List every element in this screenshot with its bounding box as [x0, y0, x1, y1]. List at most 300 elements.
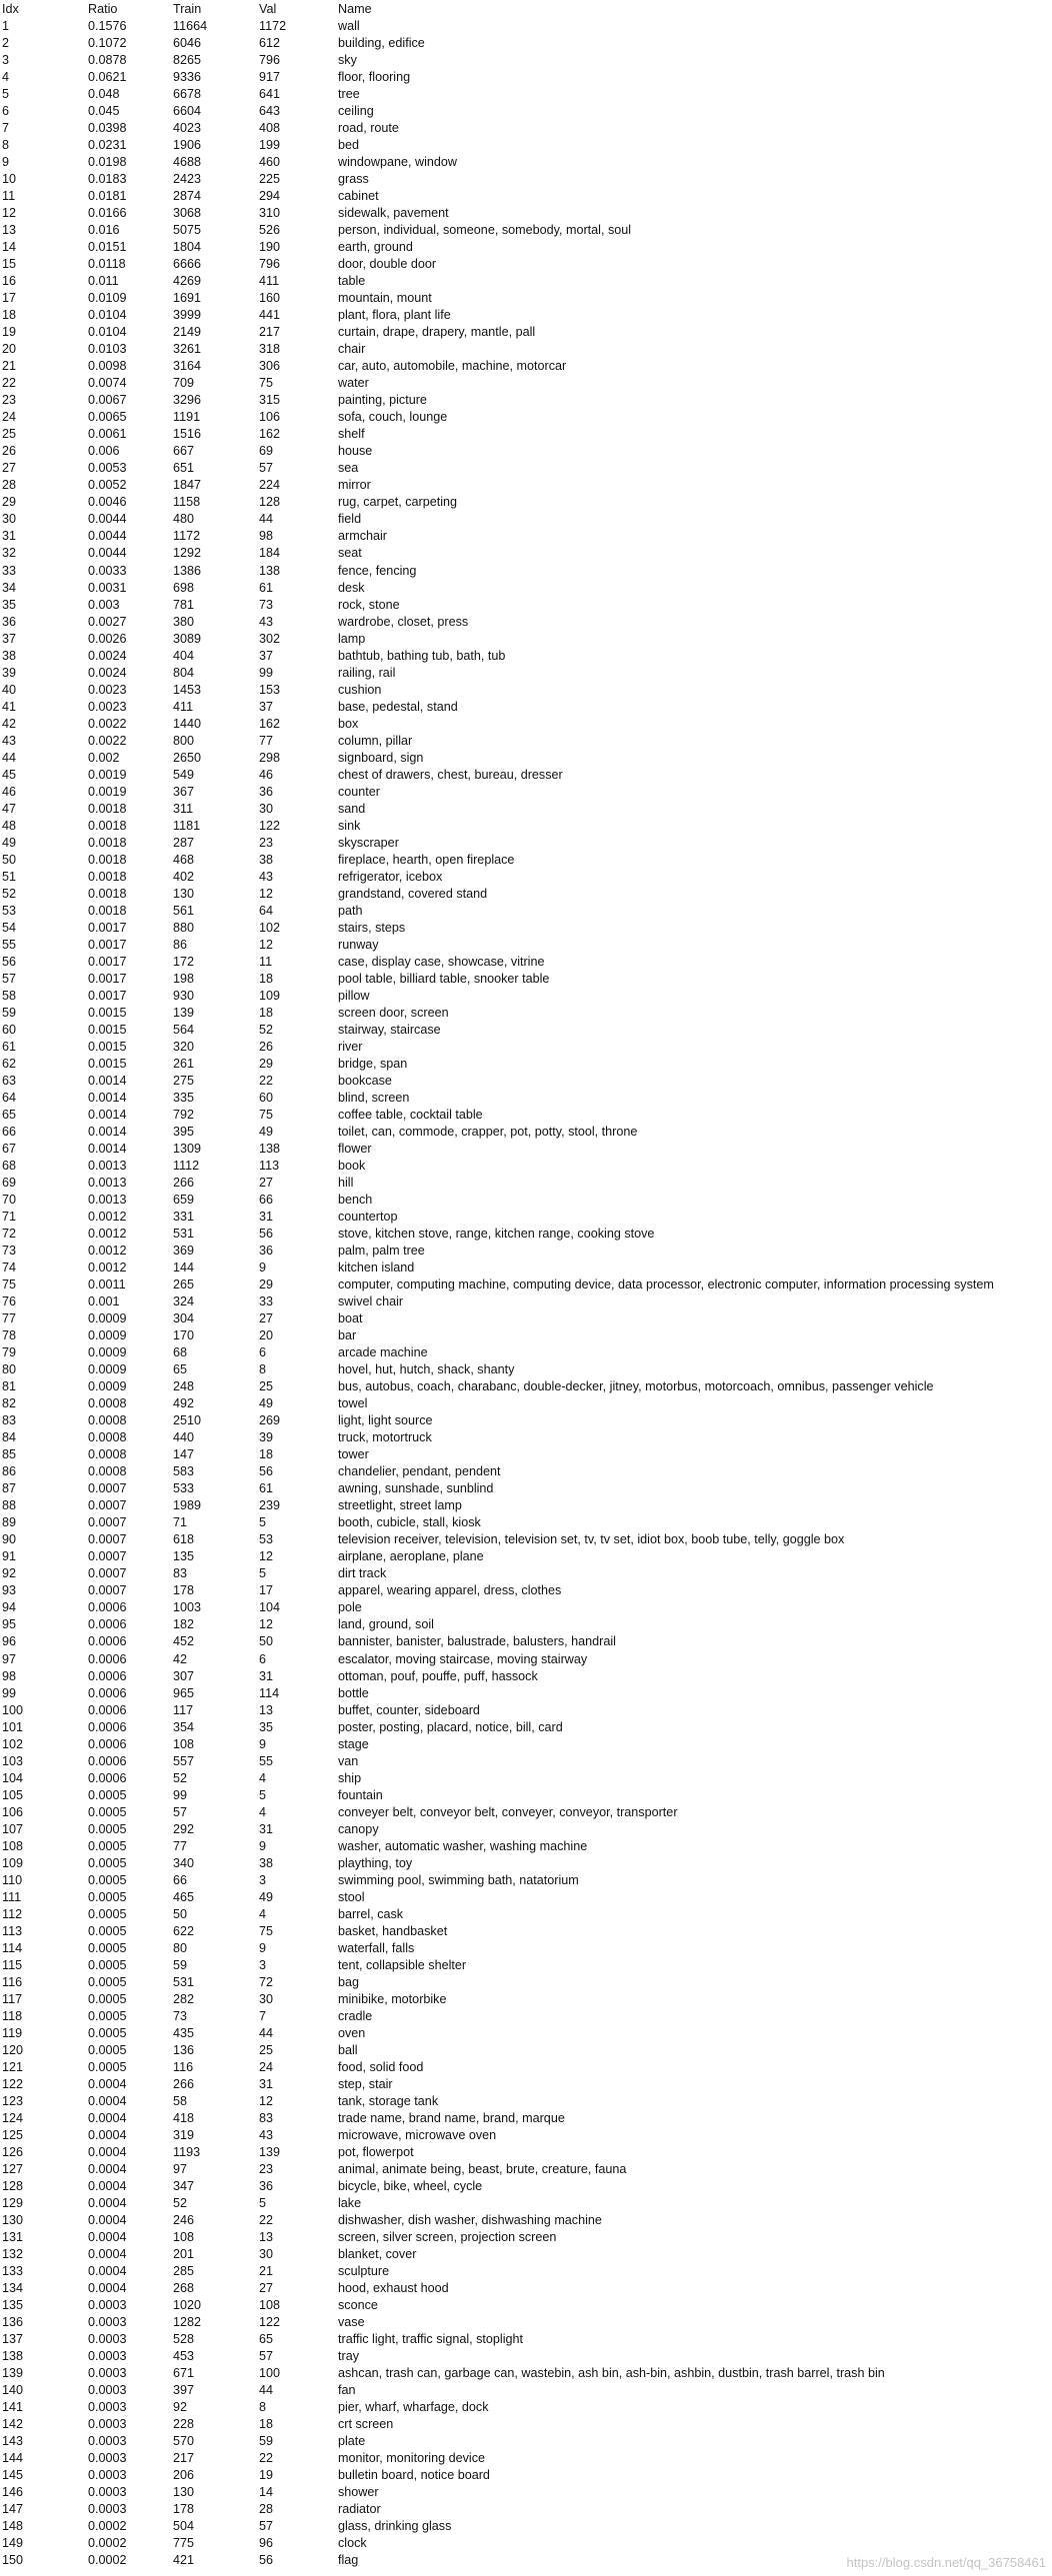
cell-val: 796: [259, 257, 281, 272]
cell-train: 1191: [173, 410, 201, 425]
cell-name: desk: [338, 580, 365, 595]
cell-idx: 15: [2, 257, 17, 272]
cell-ratio: 0.0015: [88, 1056, 127, 1071]
table-row: [0, 2280, 1052, 2297]
cell-idx: 125: [2, 2127, 24, 2142]
table-row: [0, 1124, 1052, 1141]
cell-idx: 91: [2, 1549, 17, 1564]
cell-ratio: 0.0009: [88, 1328, 127, 1343]
cell-val: 18: [259, 1447, 274, 1462]
cell-train: 340: [173, 1855, 195, 1870]
cell-train: 570: [173, 2434, 195, 2449]
cell-ratio: 0.0006: [88, 1702, 127, 1717]
table-row: [0, 69, 1052, 86]
cell-name: boat: [338, 1311, 363, 1326]
cell-ratio: 0.0009: [88, 1362, 127, 1377]
cell-name: arcade machine: [338, 1345, 428, 1360]
cell-ratio: 0.0005: [88, 1940, 127, 1955]
cell-val: 225: [259, 172, 281, 187]
table-row: [0, 682, 1052, 699]
table-row: [0, 2127, 1052, 2144]
cell-idx: 128: [2, 2178, 24, 2193]
cell-train: 1906: [173, 138, 202, 153]
cell-val: 108: [259, 2298, 281, 2313]
table-row: [0, 1548, 1052, 1565]
table-row: [0, 1889, 1052, 1906]
cell-idx: 68: [2, 1159, 17, 1174]
table-row: [0, 852, 1052, 869]
cell-name: counter: [338, 784, 381, 799]
cell-ratio: 0.0005: [88, 1957, 127, 1972]
table-row: [0, 1651, 1052, 1668]
cell-name: food, solid food: [338, 2059, 424, 2074]
cell-val: 24: [259, 2059, 274, 2074]
table-row: [0, 1804, 1052, 1821]
cell-idx: 97: [2, 1651, 17, 1666]
table-row: [0, 1855, 1052, 1872]
cell-ratio: 0.0003: [88, 2451, 127, 2466]
cell-val: 56: [259, 1464, 274, 1479]
cell-name: plant, flora, plant life: [338, 308, 451, 323]
cell-name: fountain: [338, 1787, 383, 1802]
cell-val: 57: [259, 2519, 274, 2534]
cell-ratio: 0.0065: [88, 410, 127, 425]
cell-idx: 118: [2, 2008, 23, 2023]
table-row: [0, 545, 1052, 562]
cell-ratio: 0.0017: [88, 954, 127, 969]
cell-name: cradle: [338, 2008, 373, 2023]
cell-idx: 66: [2, 1125, 17, 1140]
table-row: [0, 1361, 1052, 1378]
table-row: [0, 1022, 1052, 1039]
table-row: [0, 188, 1052, 205]
cell-name: pot, flowerpot: [338, 2144, 414, 2159]
cell-idx: 46: [2, 784, 17, 799]
cell-idx: 17: [2, 291, 17, 306]
table-row: [0, 137, 1052, 154]
cell-ratio: 0.0003: [88, 2366, 127, 2381]
cell-train: 1309: [173, 1142, 202, 1157]
cell-name: column, pillar: [338, 733, 413, 748]
cell-val: 36: [259, 2178, 274, 2193]
cell-ratio: 0.0003: [88, 2485, 127, 2500]
cell-name: ottoman, pouf, pouffe, puff, hassock: [338, 1668, 538, 1683]
cell-idx: 72: [2, 1227, 17, 1242]
cell-idx: 8: [2, 138, 10, 153]
table-row: [0, 2433, 1052, 2450]
cell-ratio: 0.1072: [88, 36, 127, 51]
cell-idx: 146: [2, 2485, 24, 2500]
cell-val: 12: [259, 937, 274, 952]
cell-train: 440: [173, 1430, 195, 1445]
cell-val: 7: [259, 2008, 267, 2023]
cell-train: 492: [173, 1396, 195, 1411]
table-header: [0, 0, 1052, 18]
cell-ratio: 0.006: [88, 444, 120, 459]
cell-idx: 73: [2, 1244, 17, 1259]
cell-val: 38: [259, 1855, 274, 1870]
cell-idx: 102: [2, 1736, 24, 1751]
cell-idx: 74: [2, 1261, 17, 1276]
cell-name: pillow: [338, 988, 370, 1003]
cell-name: sink: [338, 818, 361, 833]
table-row: [0, 1090, 1052, 1107]
cell-val: 294: [259, 189, 281, 204]
cell-idx: 99: [2, 1685, 17, 1700]
cell-name: radiator: [338, 2502, 381, 2517]
cell-name: bridge, span: [338, 1056, 408, 1071]
cell-idx: 110: [2, 1872, 23, 1887]
cell-name: windowpane, window: [338, 155, 458, 170]
cell-train: 108: [173, 2230, 195, 2245]
cell-ratio: 0.0006: [88, 1753, 127, 1768]
table-row: [0, 1073, 1052, 1090]
cell-idx: 116: [2, 1974, 23, 1989]
cell-train: 130: [173, 886, 195, 901]
table-row: [0, 1974, 1052, 1991]
cell-name: swimming pool, swimming bath, natatorium: [338, 1872, 579, 1887]
table-row: [0, 2195, 1052, 2212]
cell-idx: 143: [2, 2434, 24, 2449]
cell-idx: 33: [2, 563, 17, 578]
cell-train: 59: [173, 1957, 188, 1972]
cell-idx: 16: [2, 274, 17, 289]
table-row: [0, 2229, 1052, 2246]
cell-ratio: 0.0008: [88, 1464, 127, 1479]
cell-train: 65: [173, 1362, 188, 1377]
cell-val: 109: [259, 988, 281, 1003]
table-row: [0, 988, 1052, 1005]
cell-val: 57: [259, 2349, 274, 2364]
cell-ratio: 0.0004: [88, 2247, 127, 2262]
cell-train: 292: [173, 1821, 195, 1836]
cell-train: 265: [173, 1278, 195, 1292]
cell-idx: 104: [2, 1770, 24, 1785]
table-row: [0, 614, 1052, 631]
cell-val: 28: [259, 2502, 274, 2517]
table-row: [0, 1310, 1052, 1327]
cell-name: cushion: [338, 682, 382, 697]
cell-ratio: 0.0005: [88, 2025, 127, 2040]
cell-name: tray: [338, 2349, 359, 2364]
cell-ratio: 0.0033: [88, 563, 127, 578]
cell-ratio: 0.0018: [88, 801, 127, 816]
cell-ratio: 0.0104: [88, 308, 127, 323]
table-row: [0, 1277, 1052, 1293]
cell-ratio: 0.0005: [88, 1855, 127, 1870]
cell-ratio: 0.0061: [88, 427, 127, 442]
cell-ratio: 0.0098: [88, 359, 127, 374]
table-row: [0, 1463, 1052, 1480]
cell-idx: 59: [2, 1005, 17, 1020]
cell-val: 162: [259, 716, 281, 731]
table-row: [0, 205, 1052, 222]
cell-idx: 30: [2, 512, 17, 527]
cell-val: 21: [259, 2264, 274, 2279]
cell-ratio: 0.0013: [88, 1159, 127, 1174]
table-row: [0, 699, 1052, 716]
cell-val: 23: [259, 835, 274, 850]
table-row: [0, 631, 1052, 648]
cell-idx: 126: [2, 2144, 24, 2159]
cell-idx: 94: [2, 1600, 17, 1615]
cell-ratio: 0.0008: [88, 1413, 127, 1428]
cell-val: 96: [259, 2536, 274, 2551]
table-row: [0, 1582, 1052, 1599]
cell-name: signboard, sign: [338, 750, 424, 765]
cell-val: 18: [259, 2417, 274, 2432]
cell-val: 29: [259, 1278, 274, 1292]
table-row: [0, 2382, 1052, 2399]
cell-idx: 136: [2, 2315, 24, 2330]
table-row: [0, 1940, 1052, 1957]
cell-train: 83: [173, 1566, 188, 1581]
cell-train: 465: [173, 1889, 195, 1904]
cell-ratio: 0.0005: [88, 1889, 127, 1904]
cell-idx: 131: [2, 2230, 24, 2245]
cell-ratio: 0.0007: [88, 1583, 127, 1598]
cell-train: 198: [173, 971, 195, 986]
table-row: [0, 1838, 1052, 1855]
cell-name: rug, carpet, carpeting: [338, 495, 458, 510]
cell-ratio: 0.0004: [88, 2264, 127, 2279]
cell-name: computer, computing machine, computing device, data processor, electronic computer, information processing system: [338, 1278, 994, 1292]
cell-val: 1172: [259, 19, 287, 33]
cell-name: bulletin board, notice board: [338, 2468, 490, 2483]
cell-idx: 18: [2, 308, 17, 323]
cell-name: barrel, cask: [338, 1906, 404, 1921]
cell-idx: 145: [2, 2468, 24, 2483]
cell-val: 75: [259, 376, 274, 391]
cell-val: 5: [259, 1787, 267, 1802]
cell-val: 46: [259, 767, 274, 782]
cell-val: 12: [259, 2093, 274, 2108]
cell-name: light, light source: [338, 1413, 433, 1428]
cell-name: car, auto, automobile, machine, motorcar: [338, 359, 567, 374]
cell-ratio: 0.0104: [88, 325, 127, 340]
cell-train: 480: [173, 512, 195, 527]
cell-name: hood, exhaust hood: [338, 2281, 449, 2296]
cell-name: tank, storage tank: [338, 2093, 439, 2108]
cell-train: 1020: [173, 2298, 202, 2313]
cell-val: 99: [259, 665, 274, 680]
cell-ratio: 0.0006: [88, 1719, 127, 1734]
cell-idx: 86: [2, 1464, 17, 1479]
cell-val: 66: [259, 1193, 274, 1208]
cell-name: basket, handbasket: [338, 1923, 448, 1938]
cell-val: 100: [259, 2366, 281, 2381]
cell-train: 201: [173, 2247, 195, 2262]
cell-train: 3261: [173, 342, 202, 357]
cell-ratio: 0.0231: [88, 138, 127, 153]
cell-train: 775: [173, 2536, 195, 2551]
table-row: [0, 222, 1052, 239]
cell-idx: 122: [2, 2076, 24, 2091]
cell-train: 268: [173, 2281, 195, 2296]
cell-idx: 89: [2, 1515, 17, 1530]
table-row: [0, 341, 1052, 358]
cell-name: apparel, wearing apparel, dress, clothes: [338, 1583, 562, 1598]
cell-idx: 106: [2, 1804, 24, 1819]
cell-val: 35: [259, 1719, 274, 1734]
cell-ratio: 0.0109: [88, 291, 127, 306]
cell-val: 269: [259, 1413, 281, 1428]
cell-val: 441: [259, 308, 281, 323]
cell-train: 397: [173, 2383, 195, 2398]
cell-train: 248: [173, 1379, 195, 1394]
cell-ratio: 0.0017: [88, 988, 127, 1003]
cell-ratio: 0.0019: [88, 784, 127, 799]
cell-name: skyscraper: [338, 835, 399, 850]
cell-name: case, display case, showcase, vitrine: [338, 954, 545, 969]
cell-name: field: [338, 512, 362, 527]
cell-train: 68: [173, 1345, 188, 1360]
cell-train: 1440: [173, 716, 202, 731]
cell-train: 285: [173, 2264, 195, 2279]
cell-val: 36: [259, 784, 274, 799]
table-row: [0, 1107, 1052, 1124]
cell-ratio: 0.0046: [88, 495, 127, 510]
cell-train: 2650: [173, 750, 202, 765]
cell-train: 304: [173, 1311, 195, 1326]
cell-ratio: 0.0008: [88, 1430, 127, 1445]
cell-ratio: 0.0621: [88, 70, 127, 85]
cell-val: 4: [259, 1804, 267, 1819]
cell-val: 60: [259, 1090, 274, 1105]
cell-idx: 23: [2, 393, 17, 408]
cell-val: 61: [259, 1481, 274, 1496]
table-row: [0, 324, 1052, 341]
table-row: [0, 460, 1052, 477]
table-row: [0, 52, 1052, 69]
cell-ratio: 0.045: [88, 104, 120, 119]
cell-idx: 63: [2, 1073, 17, 1088]
cell-train: 1453: [173, 682, 202, 697]
cell-val: 306: [259, 359, 281, 374]
cell-idx: 54: [2, 920, 17, 935]
cell-val: 128: [259, 495, 281, 510]
cell-val: 298: [259, 750, 281, 765]
cell-val: 8: [259, 1362, 267, 1377]
header-val: Val: [259, 2, 277, 16]
table-row: [0, 1243, 1052, 1260]
cell-val: 641: [259, 87, 281, 102]
cell-val: 3: [259, 1957, 267, 1972]
cell-train: 50: [173, 1906, 188, 1921]
cell-name: shelf: [338, 427, 365, 442]
cell-name: bottle: [338, 1685, 369, 1700]
table-row: [0, 273, 1052, 290]
cell-name: ceiling: [338, 104, 374, 119]
cell-idx: 134: [2, 2281, 24, 2296]
cell-ratio: 0.0003: [88, 2315, 127, 2330]
cell-train: 2423: [173, 172, 202, 187]
cell-ratio: 0.0005: [88, 1787, 127, 1802]
cell-train: 3068: [173, 206, 202, 221]
cell-train: 418: [173, 2110, 195, 2125]
cell-ratio: 0.0006: [88, 1736, 127, 1751]
cell-name: fence, fencing: [338, 563, 417, 578]
cell-idx: 22: [2, 376, 17, 391]
cell-idx: 69: [2, 1176, 17, 1191]
cell-idx: 40: [2, 682, 17, 697]
table-row: [0, 1599, 1052, 1616]
cell-idx: 27: [2, 461, 17, 476]
cell-val: 30: [259, 801, 274, 816]
table-row: [0, 1668, 1052, 1685]
cell-name: bench: [338, 1193, 373, 1208]
cell-name: river: [338, 1039, 363, 1054]
cell-name: sconce: [338, 2298, 378, 2313]
cell-train: 531: [173, 1974, 195, 1989]
cell-train: 347: [173, 2178, 195, 2193]
cell-idx: 48: [2, 818, 17, 833]
cell-ratio: 0.0004: [88, 2161, 127, 2176]
cell-idx: 96: [2, 1634, 17, 1649]
cell-train: 99: [173, 1787, 188, 1802]
cell-ratio: 0.0006: [88, 1685, 127, 1700]
cell-name: van: [338, 1753, 359, 1768]
cell-ratio: 0.0007: [88, 1481, 127, 1496]
cell-name: screen door, screen: [338, 1005, 449, 1020]
cell-val: 72: [259, 1974, 274, 1989]
table-row: [0, 1957, 1052, 1974]
cell-idx: 47: [2, 801, 17, 816]
cell-name: television receiver, television, television set, tv, tv set, idiot box, boob tube, telly, goggle box: [338, 1532, 845, 1547]
cell-val: 49: [259, 1889, 274, 1904]
cell-idx: 121: [2, 2059, 24, 2074]
cell-name: armchair: [338, 529, 387, 544]
cell-val: 33: [259, 1294, 274, 1309]
cell-name: countertop: [338, 1210, 398, 1225]
cell-idx: 24: [2, 410, 17, 425]
cell-idx: 1: [2, 19, 10, 33]
cell-val: 13: [259, 1702, 274, 1717]
cell-idx: 148: [2, 2519, 24, 2534]
cell-train: 170: [173, 1328, 195, 1343]
table-row: [0, 375, 1052, 392]
cell-ratio: 0.1576: [88, 19, 127, 33]
cell-train: 528: [173, 2332, 195, 2347]
cell-train: 3296: [173, 393, 202, 408]
cell-name: tent, collapsible shelter: [338, 1957, 467, 1972]
cell-val: 22: [259, 1073, 274, 1088]
cell-ratio: 0.0007: [88, 1498, 127, 1513]
cell-train: 6604: [173, 104, 202, 119]
cell-ratio: 0.0008: [88, 1396, 127, 1411]
cell-ratio: 0.0002: [88, 2519, 127, 2534]
cell-train: 42: [173, 1651, 188, 1666]
cell-idx: 79: [2, 1345, 17, 1360]
table-row: [0, 528, 1052, 545]
cell-idx: 37: [2, 631, 17, 646]
cell-train: 1172: [173, 529, 201, 544]
cell-idx: 36: [2, 614, 17, 629]
cell-ratio: 0.0012: [88, 1261, 127, 1276]
cell-val: 114: [259, 1685, 280, 1700]
cell-name: railing, rail: [338, 665, 396, 680]
cell-train: 6678: [173, 87, 202, 102]
cell-ratio: 0.0017: [88, 971, 127, 986]
table-row: [0, 1702, 1052, 1719]
cell-ratio: 0.0003: [88, 2400, 127, 2415]
table-row: [0, 2076, 1052, 2093]
cell-val: 643: [259, 104, 281, 119]
cell-idx: 139: [2, 2366, 24, 2381]
cell-train: 8265: [173, 53, 202, 68]
cell-name: seat: [338, 546, 362, 561]
cell-idx: 20: [2, 342, 17, 357]
